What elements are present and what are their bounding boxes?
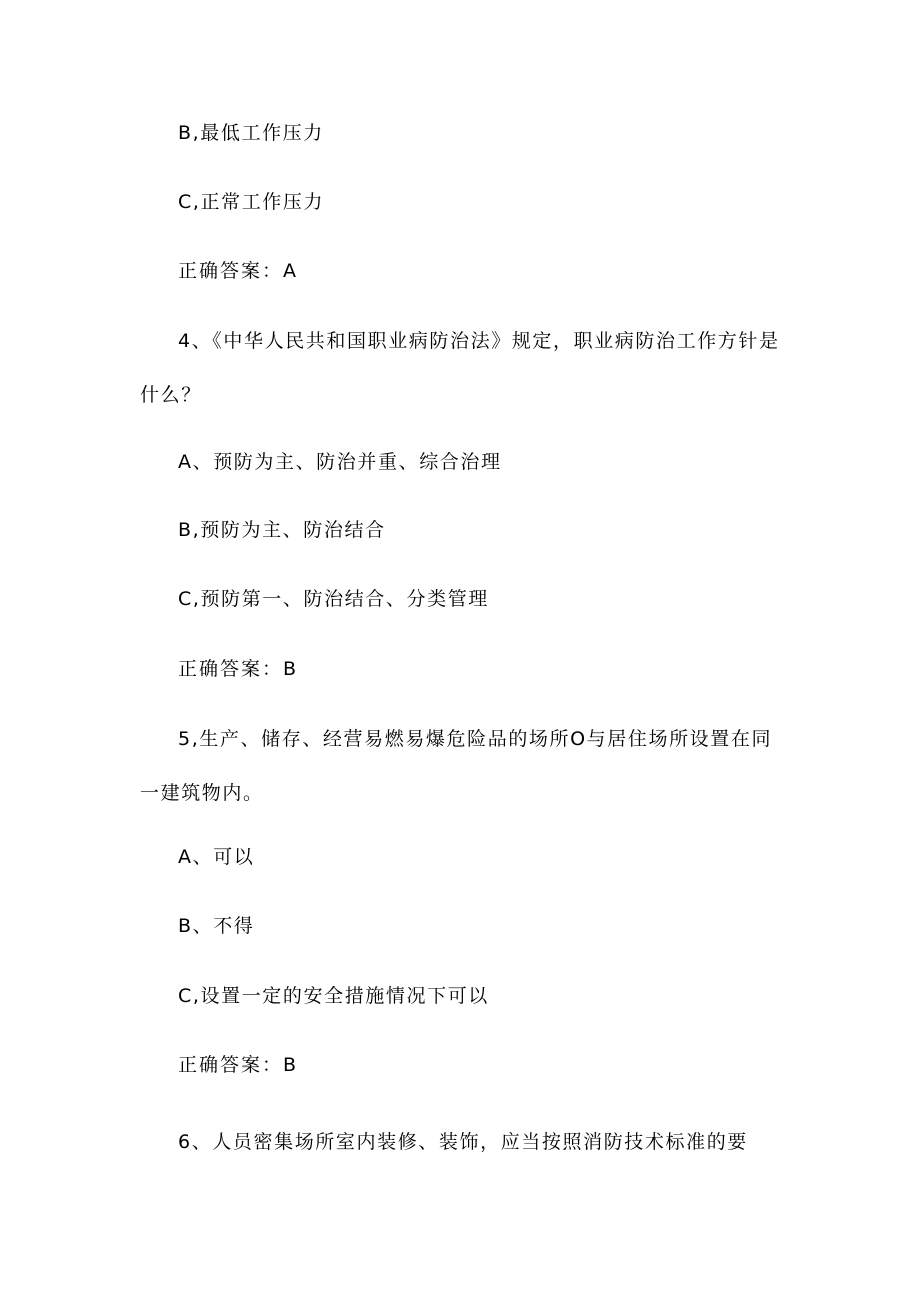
q5-option-b: B、不得 bbox=[178, 915, 255, 937]
q4-option-a: A、预防为主、防治并重、综合治理 bbox=[178, 451, 502, 473]
q5-option-c: C,设置一定的安全措施情况下可以 bbox=[178, 985, 489, 1007]
q4-option-c: C,预防第一、防治结合、分类管理 bbox=[178, 588, 489, 610]
q5-answer: 正确答案：B bbox=[178, 1054, 299, 1076]
q5-question: 5,生产、储存、经营易燃易爆危险品的场所O与居住场所设置在同一建筑物内。 bbox=[140, 728, 773, 804]
q4-option-b: B,预防为主、防治结合 bbox=[178, 519, 386, 541]
q5-option-a: A、可以 bbox=[178, 846, 255, 868]
q3-option-c: C,正常工作压力 bbox=[178, 191, 325, 213]
q4-answer: 正确答案：B bbox=[178, 658, 299, 680]
q3-answer: 正确答案：A bbox=[178, 260, 298, 282]
q4-question: 4、《中华人民共和国职业病防治法》规定，职业病防治工作方针是什么？ bbox=[140, 330, 780, 406]
q3-option-b: B,最低工作压力 bbox=[178, 122, 324, 144]
q6-question: 6、人员密集场所室内装修、装饰，应当按照消防技术标准的要 bbox=[178, 1131, 748, 1153]
